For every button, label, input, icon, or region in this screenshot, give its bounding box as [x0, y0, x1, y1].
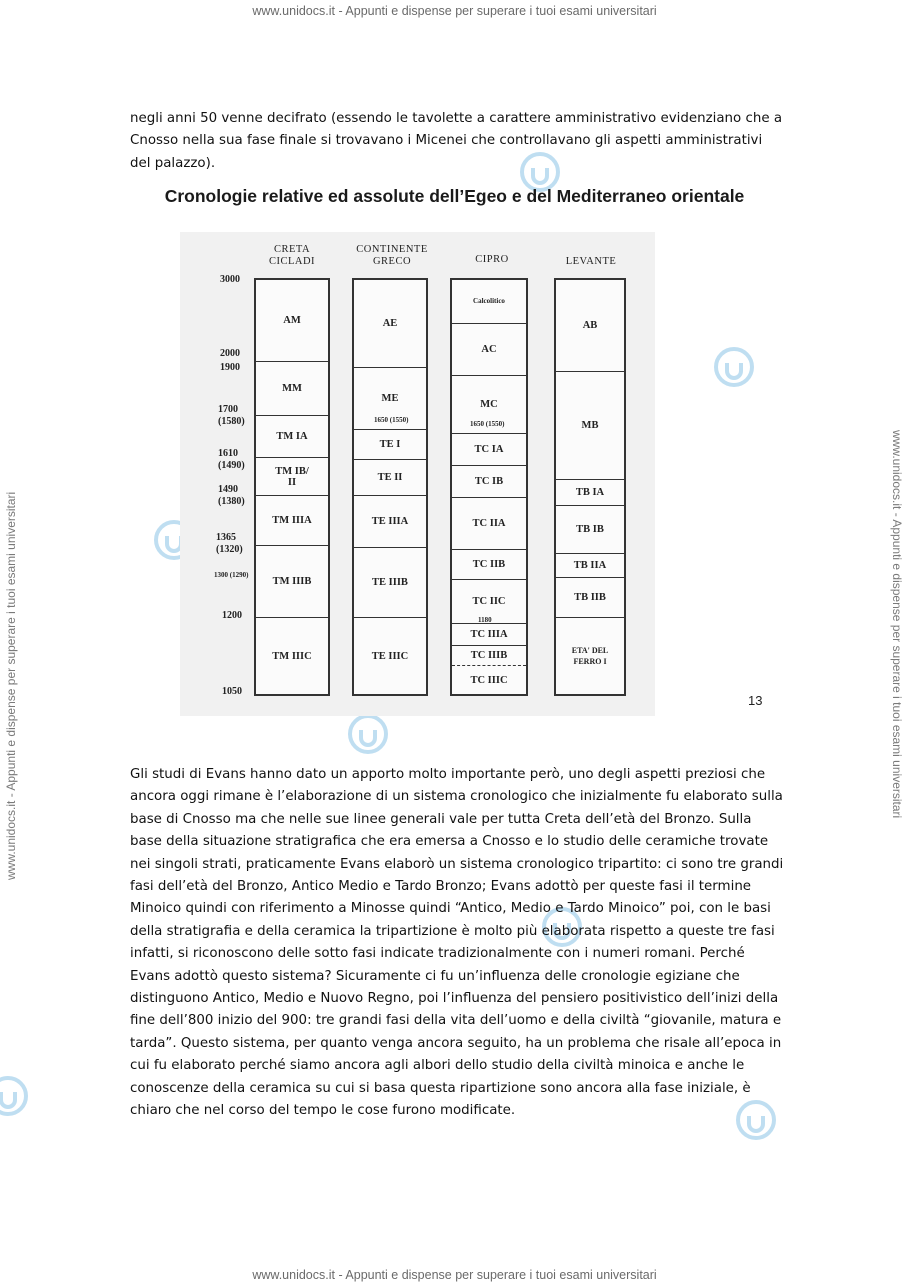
phase-note: 1650 (1550): [374, 416, 409, 424]
date-tick: (1320): [216, 544, 243, 555]
phase-cell: TE II: [354, 460, 426, 496]
phase-cell: AM: [256, 280, 328, 362]
phase-note: 1650 (1550): [470, 420, 505, 428]
date-tick: 1900: [220, 362, 240, 373]
intro-paragraph: negli anni 50 venne decifrato (essendo le tavolette a carattere amministrativo evidenziano che a Cnosso nella sua fase finale si trovavano i Micenei che controllavano gli aspetti amministrativi del palazzo).: [130, 111, 783, 171]
phase-cell: TE IIIB: [354, 548, 426, 618]
date-tick: 1490: [218, 484, 238, 495]
phase-cell: TM IA: [256, 416, 328, 458]
phase-cell: MC: [452, 376, 526, 434]
watermark-logo-icon: [346, 712, 390, 756]
right-watermark-banner: www.unidocs.it - Appunti e dispense per superare i tuoi esami universitari: [890, 430, 904, 819]
phase-cell: TC IIB: [452, 550, 526, 580]
watermark-logo-icon: [0, 1074, 30, 1118]
phase-cell: TC IIC: [452, 580, 526, 624]
phase-cell: ETA' DEL FERRO I: [571, 646, 609, 666]
date-tick: 1610: [218, 448, 238, 459]
cipro-column: [450, 278, 528, 696]
date-tick: 1365: [216, 532, 236, 543]
phase-cell: TB IIA: [556, 554, 624, 578]
phase-note: 1180: [478, 616, 492, 624]
header-watermark-banner: www.unidocs.it - Appunti e dispense per superare i tuoi esami universitari: [252, 4, 657, 18]
chronology-table-figure: [180, 232, 655, 716]
phase-cell: TC IIIB: [452, 646, 526, 666]
phase-cell: Calcolitico: [452, 280, 526, 324]
page-number: 13: [748, 693, 763, 708]
continente-greco-column: [352, 278, 428, 696]
column-header-creta: CRETA CICLADI: [268, 244, 316, 267]
date-tick: (1380): [218, 496, 245, 507]
phase-cell: TE IIIA: [354, 496, 426, 548]
left-watermark-banner: www.unidocs.it - Appunti e dispense per superare i tuoi esami universitari: [4, 491, 18, 880]
figure-title: Cronologie relative ed assolute dell’Egeo e del Mediterraneo orientale: [164, 186, 745, 206]
date-tick: 1300 (1290): [214, 571, 249, 579]
date-tick: 1050: [222, 686, 242, 697]
phase-cell: TM IIIA: [256, 496, 328, 546]
levante-column: [554, 278, 626, 696]
phase-cell: TB IIB: [556, 578, 624, 618]
phase-cell: TM IB/ II: [256, 458, 328, 496]
footer-watermark-banner: www.unidocs.it - Appunti e dispense per superare i tuoi esami universitari: [252, 1268, 657, 1282]
phase-cell: MM: [256, 362, 328, 416]
phase-cell: ME: [354, 368, 426, 430]
phase-cell: MB: [556, 372, 624, 480]
phase-cell: TB IA: [556, 480, 624, 506]
phase-cell: TC IB: [452, 466, 526, 498]
date-tick: 2000: [220, 348, 240, 359]
date-tick: (1580): [218, 416, 245, 427]
creta-cicladi-column: [254, 278, 330, 696]
column-header-levante: LEVANTE: [565, 256, 617, 267]
phase-cell: TE IIIC: [371, 650, 409, 662]
watermark-logo-icon: [712, 345, 756, 389]
phase-cell: TM IIIB: [256, 546, 328, 618]
phase-cell: TC IIIA: [452, 624, 526, 646]
phase-cell: TM IIIC: [272, 650, 312, 662]
date-tick: 1200: [222, 610, 242, 621]
column-header-continente: CONTINENTE GRECO: [356, 244, 428, 267]
date-tick: 1700: [218, 404, 238, 415]
phase-cell: TE I: [354, 430, 426, 460]
phase-cell: AE: [354, 280, 426, 368]
body-paragraph: Gli studi di Evans hanno dato un apporto molto importante però, uno degli aspetti preziosi che ancora oggi rimane è l’elaborazione di un sistema cronologico che inizialmente fu elaborato sulla base di Cnosso ma che nelle sue linee generali vale per tutta Creta dell’età del Bronzo. Sulla base della situazione stratigrafica che era emersa a Cnosso e lo studio delle ceramiche trovate nei singoli strati, praticamente Evans elaborò un sistema cronologico tripartito: ci sono tre grandi fasi dell’età del Bronzo, Antico Medio e Tardo Bronzo; Evans adottò per queste fasi il termine Minoico quindi con riferimento a Minosse quindi “Antico, Medio e Tardo Minoico” poi, con le basi della stratigrafia e della ceramica la tripartizione è molto più elaborata rispetto a queste tre fasi infatti, si riconoscono delle sotto fasi indicate tradizionalmente con i numeri romani. Perché Evans adottò questo sistema? Sicuramente ci fu un’influenza delle cronologie egiziane che distinguono Antico, Medio e Nuovo Regno, poi l’influenza del pensiero positivistico dell’inizi della fine dell’800 inizio del 900: tre grandi fasi della vita dell’uomo e della civiltà “giovanile, matura e tarda”. Questo sistema, per quanto venga ancora seguito, ha un problema che risale all’epoca in cui fu elaborato perché siamo ancora agli albori dello studio della civiltà minoica e anche le conoscenze della ceramica su cui si basa questa ripartizione sono ancora alla fase iniziale, è chiaro che nel corso del tempo le cose furono modificate.: [130, 767, 784, 1119]
phase-cell: AB: [556, 280, 624, 372]
date-tick: 3000: [220, 274, 240, 285]
date-tick: (1490): [218, 460, 245, 471]
phase-cell: TB IB: [556, 506, 624, 554]
phase-cell: TC IIIC: [470, 674, 508, 686]
phase-cell: AC: [452, 324, 526, 376]
phase-cell: TC IA: [452, 434, 526, 466]
phase-cell: TC IIA: [452, 498, 526, 550]
column-header-cipro: CIPRO: [475, 254, 509, 265]
